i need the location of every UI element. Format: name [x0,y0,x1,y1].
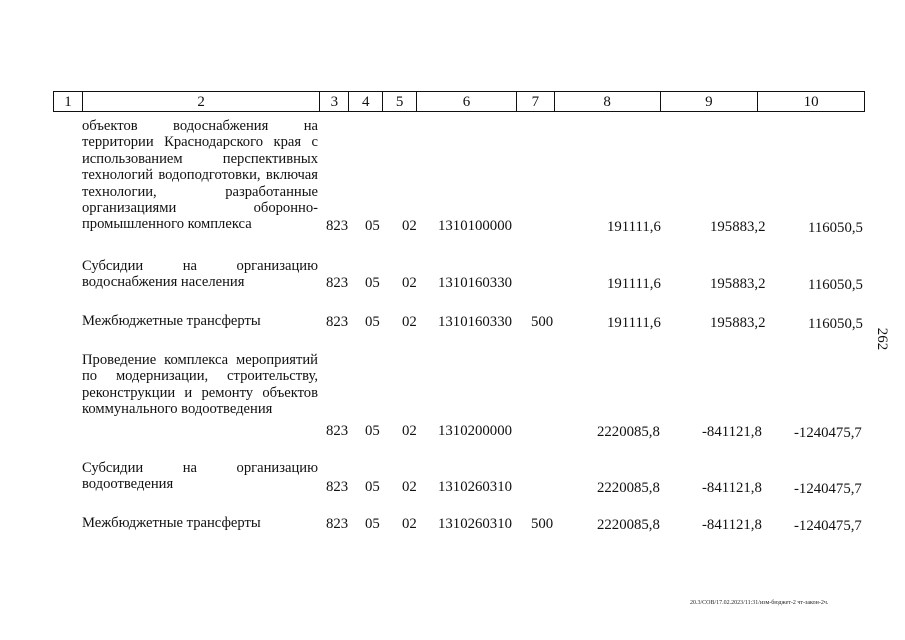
cell-col-8: 2220085,8 [597,424,660,440]
cell-col-9: 195883,2 [710,315,766,331]
header-col-2: 2 [83,92,320,111]
cell-col-9: 195883,2 [710,219,766,235]
row-description: Проведение комплекса мероприятий по модернизации, строительству, реконструкции и ремонту объектов коммунального водоотведения [82,352,318,418]
cell-col-4: 05 [365,423,380,439]
cell-col-7: 500 [531,516,554,532]
header-col-8: 8 [555,92,661,111]
cell-col-10: 116050,5 [808,277,863,293]
cell-col-7: 500 [531,314,554,330]
cell-col-8: 191111,6 [607,219,661,235]
row-description: Субсидии на организацию водоснабжения населения [82,258,318,291]
header-col-9: 9 [661,92,759,111]
cell-col-6: 1310260310 [438,479,512,495]
cell-col-5: 02 [402,218,417,234]
cell-col-3: 823 [326,218,349,234]
table-header-row [53,91,865,112]
cell-col-8: 2220085,8 [597,480,660,496]
cell-col-6: 1310100000 [438,218,512,234]
cell-col-8: 2220085,8 [597,517,660,533]
cell-col-3: 823 [326,423,349,439]
cell-col-6: 1310260310 [438,516,512,532]
cell-col-8: 191111,6 [607,276,661,292]
header-col-5: 5 [383,92,417,111]
cell-col-3: 823 [326,314,349,330]
row-description: объектов водоснабжения на территории Краснодарского края с использованием перспективных технологий водоподготовки, включая технологии, разработанные организациями оборонно-промышленного комплекса [82,118,318,233]
cell-col-9: -841121,8 [702,480,762,496]
cell-col-3: 823 [326,479,349,495]
footer-note: 20.3/СОВ/17.02.2023/11:31/изм-бюджет-2 чт-закон-2ч. [690,600,829,606]
cell-col-5: 02 [402,423,417,439]
cell-col-10: -1240475,7 [794,481,862,497]
page-number: 262 [874,327,890,351]
row-description: Межбюджетные трансферты [82,515,261,531]
header-col-10: 10 [803,94,819,110]
cell-col-10: 116050,5 [808,220,863,236]
cell-col-9: -841121,8 [702,517,762,533]
cell-col-3: 823 [326,275,349,291]
header-col-6: 6 [417,92,517,111]
cell-col-10: -1240475,7 [794,425,862,441]
cell-col-4: 05 [365,218,380,234]
cell-col-9: -841121,8 [702,424,762,440]
header-col-7: 7 [517,92,555,111]
row-description: Межбюджетные трансферты [82,313,261,329]
cell-col-4: 05 [365,479,380,495]
header-col-4: 4 [349,92,383,111]
cell-col-5: 02 [402,275,417,291]
cell-col-6: 1310160330 [438,314,512,330]
cell-col-5: 02 [402,479,417,495]
cell-col-10: 116050,5 [808,316,863,332]
header-col-1: 1 [54,92,83,111]
cell-col-5: 02 [402,314,417,330]
cell-col-4: 05 [365,516,380,532]
cell-col-8: 191111,6 [607,315,661,331]
header-col-3: 3 [320,92,349,111]
cell-col-9: 195883,2 [710,276,766,292]
cell-col-5: 02 [402,516,417,532]
cell-col-4: 05 [365,314,380,330]
cell-col-10: -1240475,7 [794,518,862,534]
cell-col-6: 1310200000 [438,423,512,439]
row-description: Субсидии на организацию водоотведения [82,460,318,493]
cell-col-3: 823 [326,516,349,532]
cell-col-4: 05 [365,275,380,291]
cell-col-6: 1310160330 [438,275,512,291]
